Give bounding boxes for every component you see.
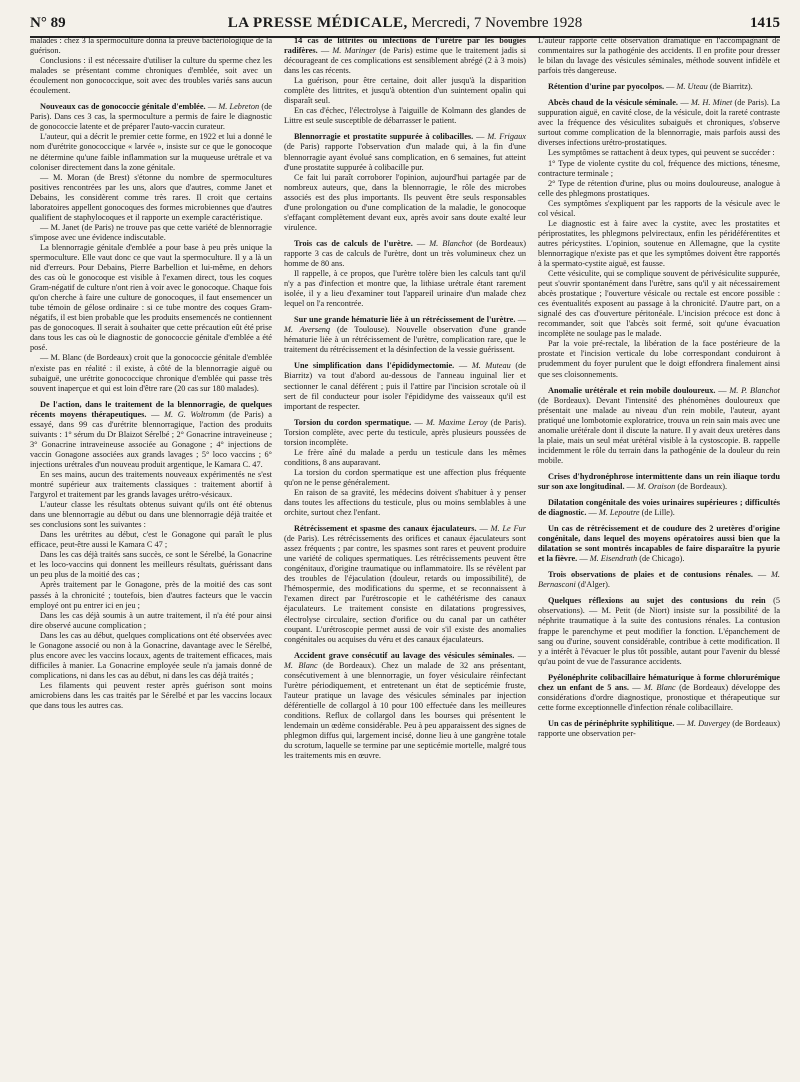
paragraph-text: Les filaments qui peuvent rester après guérison sont moins amicrobiens dans les cas traités par le Sérelbé et par les vaccins locaux que dans tous les autres cas.: [30, 680, 272, 711]
author-name: M. Oraison: [636, 481, 676, 491]
paragraph-text: (de Bordeaux) rapporte 3 cas de calculs de l'urètre, dont un très volumineux chez un homme de 80 ans.: [284, 238, 526, 268]
paragraph: [284, 173, 526, 233]
page-number-right: 1415: [750, 15, 780, 31]
abstract-heading: Trois cas de calculs de l'urètre.: [294, 238, 417, 248]
paragraph: [30, 470, 272, 500]
paragraph: [30, 243, 272, 354]
paragraph-text: (de Paris). La suppuration aiguë, en cavité close, de la vésicule, doit la rareté contraste avec la fréquence des vésiculites subaiguës et chroniques, s'observe surtout comme complication de la blennorragie, mais parfois aussi des diverses infections urétro-prostatiques.: [538, 98, 780, 148]
author-name: M. Aversenq: [284, 325, 331, 335]
paragraph-text: L'auteur rapporte cette observation dramatique en l'accompagnant de commentaires sur la pathogénie des accidents. Il en profite pour dresser le bilan du lavage des vésicules séminales, méthode souvent infidèle et parfois très dangereuse.: [538, 36, 780, 76]
paragraph: [284, 106, 526, 126]
column-2: [284, 36, 526, 1076]
paragraph-text: Dans les cas déjà traités sans succès, ce sont le Sérelbé, la Gonacrine et les loco-vaccins qui donnent les meilleurs résultats, guérissant dans un peu plus de la moitié des cas ;: [30, 550, 272, 580]
author-name: M. P. Blanchot: [729, 385, 780, 395]
paragraph-text: En raison de sa gravité, les médecins doivent s'habituer à y penser dans toutes les affections du testicule, plus ou moins semblables à une orchite, surtout chez l'enfant.: [284, 487, 526, 518]
paragraph-text: (de Paris). Torsion complète, avec perte du testicule, après plusieurs poussées de torsion incomplète.: [284, 417, 526, 447]
paragraph-text: (de Paris). Dans ces 3 cas, la spermoculture a permis de faire le diagnostic de gonococcie latente et de préparer l'auto-vaccin curateur.: [30, 102, 272, 132]
article-abstract: Une simplification dans l'épididymectomie. — M. Muteau (de Biarritz) va tout d'abord au-dessous de l'anneau inguinal lier et sectionner le canal déférent ; puis il l'attire par l'incision scrotale où il sert de fil conducteur pour isoler l'épididyme des vaisseaux qu'il est important de respecter.: [284, 361, 526, 411]
article-abstract: Rétention d'urine par pyocolpos. — M. Uteau (de Biarritz).: [548, 82, 753, 92]
paragraph-text: (5 observations). — M. Petit (de Niort) insiste sur la possibilité de la néphrite traumatique à la suite des contusions rénales. La contusion frappe le parenchyme et peut modifier la fonction. L'épanchement de sang ou d'urine, souvent considérable, contribue à cette modification. Il y a intérêt à l'évacuer le plus tôt possible, autant pour l'avenir du blessé qu'au point de vue de l'assurance accidents.: [538, 596, 780, 666]
paragraph-text: Dans les cas déjà soumis à un autre traitement, il n'a été pour ainsi dire observé aucune complication ;: [30, 610, 272, 630]
paragraph: [30, 631, 272, 681]
abstract-heading: 14 cas de littrites ou infections de l'urètre par les bougies radifères.: [284, 36, 526, 56]
abstract-heading: Rétrécissement et spasme des canaux éjaculateurs.: [294, 524, 480, 534]
abstract-heading: Pyélonéphrite colibacillaire hématurique à forme chlorurémique chez un enfant de 5 ans.: [538, 672, 780, 692]
page-number-left: N° 89: [30, 15, 66, 31]
paragraph: [30, 681, 272, 711]
paragraph: [538, 36, 780, 76]
paragraph-text: (de Bordeaux) développe des considérations d'ordre diagnostique, pronostique et thérapeutique sur cette forme exceptionnelle d'infection rénale colibacillaire.: [538, 682, 780, 712]
abstract-heading: De l'action, dans le traitement de la blennorragie, de quelques récents moyens thérapeutiques.: [30, 399, 272, 419]
paragraph: [30, 530, 272, 550]
abstract-heading: Torsion du cordon spermatique.: [294, 417, 415, 427]
paragraph-text: (de Chicago).: [639, 554, 685, 564]
paragraph-text: Dans les cas au début, quelques complications ont été observées avec le Gonagone associé ou non à la Gonacrine, davantage avec le Sérelbé, plus encore avec les vaccins locaux, agents de traitement efficaces, mais difficiles à manier. La Gonacrine employée seule n'a jamais donné de complications, ni dans les cas au début, ni dans les cas déjà traités ;: [30, 630, 272, 680]
abstract-heading: Un cas de périnéphrite syphilitique.: [548, 718, 677, 728]
article-abstract: 14 cas de littrites ou infections de l'urètre par les bougies radifères. — M. Maringer (de Paris) estime que le traitement jadis si décourageant de ces complications est sensiblement abrégé (2 à 3 mois) dans les cas récents.: [284, 36, 526, 76]
paragraph: [538, 269, 780, 339]
article-abstract: Rétrécissement et spasme des canaux éjaculateurs. — M. Le Fur (de Paris). Les rétrécissements des orifices et canaux éjaculateurs sont assez fréquents ; par contre, les spasmes sont rares et peuvent produire une variété de coliques spermatiques. Les rétrécissements peuvent être congénitaux, d'origine traumatique ou inflammatoire. Ils se révèlent par des troubles de l'éjaculation (douleur, retards ou impossibilité), de l'hémospermie, des modifications du sperme, et se reconnaissent à l'examen direct par l'urétroscopie et le cathétérisme des canaux éjaculateurs. Le traitement consiste en dilatations progressives, électrolyse circulaire, section d'orifice ou du canal par un cathéter coupant. L'urétroscopie permet aussi de voir s'il existe des anomalies congénitales ou acquises du véru et des canaux éjaculateurs.: [284, 524, 526, 644]
paragraph: [30, 132, 272, 172]
paragraph: [538, 219, 780, 269]
abstract-heading: Anomalie urétérale et rein mobile douloureux.: [548, 385, 719, 395]
author-name: M. Blanc: [643, 682, 676, 692]
author-name: M. Frigaux: [487, 132, 526, 142]
author-name: M. Eisendrath: [589, 554, 638, 564]
paragraph-text: Ces symptômes s'expliquent par les rapports de la vésicule avec le col vésical.: [538, 198, 780, 218]
paragraph-text: L'auteur, qui a décrit le premier cette forme, en 1922 et lui a donné le nom d'urétrite gonococcique « larvée », insiste sur ce que le gonocoque ne détermine qu'une faible inflammation sur la muqueuse urétrale et va coloniser directement dans la zone génitale.: [30, 132, 272, 172]
author-name: M. Lepoutre: [598, 508, 640, 518]
author-name: M. Maxime Leroy: [426, 417, 488, 427]
paragraph-text: Les symptômes se rattachent à deux types, qui peuvent se succéder :: [548, 148, 775, 158]
author-name: M. Le Fur: [490, 524, 526, 534]
paragraph-text: Conclusions : il est nécessaire d'utiliser la culture du sperme chez les malades se présentant comme chroniques d'emblée, soit avec un écoulement non gonococcique, soit avec des troubles variés sans aucun écoulement.: [30, 56, 272, 96]
paragraph-text: Dans les urétrites au début, c'est le Gonagone qui paraît le plus efficace, peut-être aussi le Kamara C 47 ;: [30, 530, 272, 550]
article-abstract: Trois observations de plaies et de contusions rénales. — M. Bernasconi (d'Alger).: [538, 570, 780, 590]
paragraph: [538, 159, 780, 179]
paragraph: [30, 36, 272, 56]
paragraph-text: Le diagnostic est à faire avec la cystite, avec les prostatites et périprostatites, les phlegmons pelvirectaux, enfin les péridéférentites et autres péricystites. L'opinion, soutenue en Allemagne, que la cystite blennorragique n'existe pas et que les symptômes doivent être rapportés à la spermato-cystite aiguë, est fausse.: [538, 218, 780, 268]
paragraph-text: (de Paris) estime que le traitement jadis si décourageant de ces complications est sensiblement abrégé (2 à 3 mois) dans les cas récents.: [284, 46, 526, 76]
abstract-heading: Blennorragie et prostatite suppurée à colibacilles.: [294, 132, 477, 142]
paragraph-text: (de Paris) a essayé, dans 99 cas d'urétrite blennorragique, l'action des produits suivants : 1° sérum du Dr Blaizot Sérelbé ; 2° Gonacrine intraveineuse ; 3° Gonacrine intraveineuse associée au Gonagone ; 4° injections de vaccin Gonagone associées aux grands lavages ; 5° loco vaccins ; 6° injections urétrales d'un nouveau produit argentique, le Kamara C. 47.: [30, 409, 272, 469]
paragraph-text: Ce fait lui paraît corroborer l'opinion, aujourd'hui partagée par de nombreux auteurs, que, dans la blennorragie, le rôle des microbes associés est des plus importants. Ils peuvent être seuls responsables d'une prolongation ou d'une complication de la maladie, le gonocoque s'effaçant complètement devant eux, après avoir sans doute exalté leur virulence.: [284, 172, 526, 232]
abstract-heading: Trois observations de plaies et de contusions rénales.: [548, 570, 758, 580]
paragraph-text: La guérison, pour être certaine, doit aller jusqu'à la disparition complète des littrites, et jusqu'à obtention d'un suintement opalin qui disparaît seul.: [284, 76, 526, 106]
article-abstract: Crises d'hydronéphrose intermittente dans un rein iliaque tordu sur son axe longitudinal. — M. Oraison (de Bordeaux).: [538, 471, 780, 491]
paragraph-text: La torsion du cordon spermatique est une affection plus fréquente qu'on ne le pense généralement.: [284, 467, 526, 487]
column-3: [538, 36, 780, 1076]
author-name: M. H. Minet: [691, 98, 733, 108]
page-header: [30, 6, 780, 38]
article-abstract: Un cas de rétrécissement et de coudure des 2 uretères d'origine congénitale, dans lequel des moyens opératoires aussi bien que la dilatation se sont montrés incapables de faire disparaître la pyurie et la fièvre. — M. Eisendrath (de Chicago).: [538, 524, 780, 564]
article-abstract: Abcès chaud de la vésicule séminale. — M. H. Minet (de Paris). La suppuration aiguë, en cavité close, de la vésicule, doit la rareté contraste avec la fréquence des vésiculites subaiguës et chroniques, s'observe surtout comme complication de la blennorragie, mais parfois aussi des diverses infections urétro-prostatiques.: [538, 98, 780, 148]
paragraph: [30, 611, 272, 631]
article-abstract: Pyélonéphrite colibacillaire hématurique à forme chlorurémique chez un enfant de 5 ans. — M. Blanc (de Bordeaux) développe des considérations d'ordre diagnostique, pronostique et thérapeutique sur cette forme exceptionnelle d'infection rénale colibacillaire.: [538, 672, 780, 712]
paragraph-text: (de Biarritz).: [709, 82, 753, 92]
paragraph: [284, 76, 526, 106]
paragraph-text: (d'Alger).: [577, 580, 611, 590]
paragraph: [30, 353, 272, 393]
abstract-heading: Nouveaux cas de gonococcie génitale d'emblée.: [40, 102, 208, 112]
paragraph: [284, 488, 526, 518]
author-name: M. Blanc: [284, 660, 318, 670]
article-abstract: [538, 596, 780, 666]
paragraph-text: 1° Type de violente cystite du col, fréquence des mictions, ténesme, contracture terminale ;: [538, 158, 780, 178]
paragraph: [30, 173, 272, 223]
paragraph: [30, 500, 272, 530]
abstract-heading: Accident grave consécutif au lavage des vésicules séminales.: [294, 650, 518, 660]
article-abstract: Un cas de périnéphrite syphilitique. — M. Duvergey (de Bordeaux) rapporte une observation per-: [538, 718, 780, 738]
author-name: M. Muteau: [471, 361, 511, 371]
paragraph-text: (de Paris). Les rétrécissements des orifices et canaux éjaculateurs sont assez fréquents ; par contre, les spasmes sont rares et peuvent produire une variété de coliques spermatiques. Les rétrécissements peuvent être congénitaux, d'origine traumatique ou inflammatoire. Ils se révèlent par des troubles de l'éjaculation (douleur, retards ou impossibilité), de l'hémospermie, des modifications du sperme, et se reconnaissent à l'examen direct par l'urétroscopie et le cathétérisme des canaux éjaculateurs. Le traitement consiste en dilatations progressives, électrolyse circulaire, section d'orifice ou du canal par un cathéter coupant. L'urétroscopie permet aussi de voir s'il existe des anomalies congénitales ou acquises du véru et des canaux éjaculateurs.: [284, 534, 526, 644]
paragraph-text: (de Lille).: [641, 508, 675, 518]
paragraph-text: (de Toulouse). Nouvelle observation d'une grande hématurie liée à un rétrécissement de l'urètre, complication rare, que le traitement du rétrécissement et la désinfection de la vessie guérissent.: [284, 325, 526, 355]
paragraph-text: (de Bordeaux) rapporte une observation per-: [538, 718, 780, 738]
paragraph-text: (de Paris) rapporte l'observation d'un malade qui, à la fin d'une blennorragie ayant évolué sans complication, en 6 semaines, fut atteint d'une prostatite suppurée à colibacille pur.: [284, 142, 526, 172]
abstract-heading: Un cas de rétrécissement et de coudure des 2 uretères d'origine congénitale, dans lequel des moyens opératoires aussi bien que la dilatation se sont montrés incapables de faire disparaître la pyurie et la fièvre.: [538, 524, 780, 564]
paragraph-text: (de Bordeaux).: [677, 481, 728, 491]
article-abstract: Dilatation congénitale des voies urinaires supérieures ; difficultés de diagnostic. — M. Lepoutre (de Lille).: [538, 498, 780, 518]
author-name: M. Lebreton: [218, 102, 260, 112]
author-name: M. G. Woltromm: [164, 409, 225, 419]
paragraph: [284, 468, 526, 488]
paragraph-text: En cas d'échec, l'électrolyse à l'aiguille de Kolmann des glandes de Littre est seule susceptible de débarrasser le patient.: [284, 106, 526, 126]
journal-masthead: [120, 15, 690, 32]
article-abstract: Blennorragie et prostatite suppurée à colibacilles. — M. Frigaux (de Paris) rapporte l'observation d'un malade qui, à la fin d'une blennorragie ayant évolué sans complication, en 6 semaines, fut atteint d'une prostatite suppurée à colibacille pur.: [284, 132, 526, 172]
abstract-heading: Quelques réflexions au sujet des contusions du rein: [548, 596, 774, 606]
author-name: M. Duvergey: [687, 718, 731, 728]
article-abstract: Sur une grande hématurie liée à un rétrécissement de l'urètre. — M. Aversenq (de Toulouse). Nouvelle observation d'une grande hématurie liée à un rétrécissement de l'urètre, complication rare, que le traitement du rétrécissement et la désinfection de la vessie guérissent.: [284, 315, 526, 355]
paragraph-text: Après traitement par le Gonagone, près de la moitié des cas sont passés à la chronicité ; toutefois, bien d'autres facteurs que le vaccin employé ont pu entrer ici en jeu ;: [30, 580, 272, 610]
paragraph-text: Le frère aîné du malade a perdu un testicule dans les mêmes conditions, 8 ans auparavant.: [284, 447, 526, 467]
author-name: M. Maringer: [332, 46, 377, 56]
article-abstract: Trois cas de calculs de l'urètre. — M. Blanchot (de Bordeaux) rapporte 3 cas de calculs de l'urètre, dont un très volumineux chez un homme de 80 ans.: [284, 238, 526, 268]
issue-date: Mercredi, 7 Novembre 1928: [411, 15, 583, 31]
paragraph: [30, 56, 272, 96]
paragraph-text: — M. Blanc (de Bordeaux) croit que la gonococcie génitale d'emblée n'existe pas en réalité : il existe, à côté de la blennorragie aiguë ou subaiguë, une urétrite gonococcique chronique d'emblée qui passe très souvent inaperçue et qui est loin d'être rare (20 cas sur 180 malades).: [30, 353, 272, 393]
paragraph-text: (de Bordeaux). Devant l'intensité des phénomènes douloureux que présentait une malade au niveau d'un rein mobile, l'auteur, ayant pratiqué une lombotomie exploratrice, trouva un rein sain mais avec une anomalie urétérale dont il discute la nature. Il y avait deux uretères dans la plaie, mais un seul méat urétéral visible à la cystoscopie. B. rappelle incidemment le rôle du terrain dans la pathogénie de la douleur du rein mobile.: [538, 395, 780, 465]
paragraph: [538, 339, 780, 379]
article-abstract: De l'action, dans le traitement de la blennorragie, de quelques récents moyens thérapeutiques. — M. G. Woltromm (de Paris) a essayé, dans 99 cas d'urétrite blennorragique, l'action des produits suivants : 1° sérum du Dr Blaizot Sérelbé ; 2° Gonacrine intraveineuse ; 3° Gonacrine intraveineuse associée au Gonagone ; 4° injections de vaccin Gonagone associées aux grands lavages ; 5° loco vaccins ; 6° injections urétrales d'un nouveau produit argentique, le Kamara C. 47.: [30, 399, 272, 469]
abstract-heading: Rétention d'urine par pyocolpos.: [548, 82, 667, 92]
paragraph-text: (de Bordeaux). Chez un malade de 32 ans présentant, consécutivement à une blennorragie, un foyer vésiculaire réinfectant l'urètre périodiquement, et entretenant un état de septicémie fruste, l'auteur pratique un lavage des vésicules séminales par injection déférentielle de collargol à 10 pour 100 effectuée dans les meilleures conditions. Reflux de collargol dans les bourses qui présentent le lendemain un œdème considérable. Peu à peu apparaissent des signes de phlegmon diffus qui, largement incisé, donne lieu à une gangrène totale du scrotum, laquelle se termine par une septicémie mortelle, malgré tous les traitements mis en œuvre.: [284, 660, 526, 761]
article-abstract: Nouveaux cas de gonococcie génitale d'emblée. — M. Lebreton (de Paris). Dans ces 3 cas, la spermoculture a permis de faire le diagnostic de gonococcie latente et de préparer l'auto-vaccin curateur.: [30, 102, 272, 132]
article-abstract: Torsion du cordon spermatique. — M. Maxime Leroy (de Paris). Torsion complète, avec perte du testicule, après plusieurs poussées de torsion incomplète.: [284, 417, 526, 447]
paragraph-text: — M. Janet (de Paris) ne trouve pas que cette variété de blennorragie s'impose avec une évidence indiscutable.: [30, 222, 272, 242]
paragraph-text: malades : chez 3 la spermoculture donna la preuve bactériologique de la guérison.: [30, 36, 272, 56]
paragraph: [30, 223, 272, 243]
paragraph-text: Il rappelle, à ce propos, que l'urètre tolère bien les calculs tant qu'il n'y a pas d'infection et montre que, la lithiase urétrale étant rarement isolée, il y a lieu d'examiner tout l'appareil urinaire d'un malade chez lequel on l'a rencontrée.: [284, 269, 526, 309]
article-abstract: Accident grave consécutif au lavage des vésicules séminales. — M. Blanc (de Bordeaux). Chez un malade de 32 ans présentant, consécutivement à une blennorragie, un foyer vésiculaire réinfectant l'urètre périodiquement, et entretenant un état de septicémie fruste, l'auteur pratique un lavage des vésicules séminales par injection déférentielle de collargol à 10 pour 100 effectuée dans les meilleures conditions. Reflux de collargol dans les bourses qui présentent le lendemain un œdème considérable. Peu à peu apparaissent des signes de phlegmon diffus qui, largement incisé, donne lieu à une gangrène totale du scrotum, laquelle se termine par une septicémie mortelle, malgré tous les traitements mis en œuvre.: [284, 650, 526, 761]
author-name: M. Blanchot: [429, 238, 473, 248]
paragraph: [30, 550, 272, 580]
column-1: [30, 36, 272, 1076]
abstract-heading: Crises d'hydronéphrose intermittente dans un rein iliaque tordu sur son axe longitudinal.: [538, 471, 780, 491]
article-columns: [30, 36, 780, 1076]
paragraph: [30, 580, 272, 610]
journal-title: LA PRESSE MÉDICALE,: [227, 15, 408, 31]
abstract-heading: Une simplification dans l'épididymectomie.: [294, 361, 459, 371]
article-abstract: Anomalie urétérale et rein mobile douloureux. — M. P. Blanchot (de Bordeaux). Devant l'intensité des phénomènes douloureux que présentait une malade au niveau d'un rein mobile, l'auteur, ayant pratiqué une lombotomie exploratrice, trouva un rein sain mais avec une anomalie urétérale dont il discute la nature. Il y avait deux uretères dans la plaie, mais un seul méat urétéral visible à la cystoscopie. B. rappelle incidemment le rôle du terrain dans la pathogénie de la douleur du rein mobile.: [538, 385, 780, 465]
paragraph: [538, 148, 780, 158]
abstract-heading: Sur une grande hématurie liée à un rétrécissement de l'urètre.: [294, 315, 518, 325]
paragraph-text: — M. Moran (de Brest) s'étonne du nombre de spermocultures positives rencontrées par les uns, alors que d'autres, comme Janet et Debains, les considèrent comme très rares. Il croit que certains laboratoires appellent gonocoques des formes microbiennes que d'autres qualifient de staphylocoques et il rapporte un exemple caractéristique.: [30, 172, 272, 222]
paragraph-text: La blennorragie génitale d'emblée a pour base à peu près unique la spermoculture. Elle vaut donc ce que vaut la spermoculture. Il y a là un nid d'erreurs. Pour Debains, Pierre Barbellion et lui-même, en dehors des cas où le gonocoque est visible à l'examen direct, tous les coques Gram-négatif de culture n'ont rien à voir avec le gonocoque. Chaque fois qu'on cherche à faire une culture de gonocoques, il faut ensemencer un tube témoin de gélose ordinaire : si ce tube montre des coques Gram-négatifs, il est bien probable que les produits ensemencés ne contiennent pas de gonocoques. Il serait à souhaiter que cette précaution eût été prise dans tous les cas où le diagnostic de gonococcie génitale d'emblée a été posé.: [30, 242, 272, 353]
paragraph: [538, 199, 780, 219]
paragraph-text: (de Biarritz) va tout d'abord au-dessous de l'anneau inguinal lier et sectionner le canal déférent ; puis il l'attire par l'incision scrotale où il sert de fil conducteur pour isoler l'épididyme des vaisseaux qu'il est important de respecter.: [284, 361, 526, 411]
author-name: M. Uteau: [676, 82, 708, 92]
author-name: M. Bernasconi: [538, 570, 780, 590]
abstract-heading: Abcès chaud de la vésicule séminale.: [548, 98, 681, 108]
paragraph-text: 2° Type de rétention d'urine, plus ou moins douloureuse, analogue à celle des phlegmons prostatiques.: [538, 178, 780, 198]
paragraph-text: L'auteur classe les résultats obtenus suivant qu'ils ont été obtenus dans une blennorragie au début ou dans une blennorragie déjà traitée et ses conclusions sont les suivantes :: [30, 500, 272, 530]
paragraph: [284, 269, 526, 309]
paragraph: [284, 448, 526, 468]
paragraph-text: En ses mains, aucun des traitements nouveaux expérimentés ne s'est montré supérieur aux traitements classiques : traitement abortif à l'argyrol et traitement par les grands lavages urétro-vésicaux.: [30, 469, 272, 500]
paragraph-text: Par la voie pré-rectale, la libération de la face postérieure de la prostate et l'incision verticale du lobe correspondant conduiront à prudemment du foyer purulent que le doigt effondrera finalement ainsi que ses cloisonnements.: [538, 339, 780, 379]
paragraph-text: Cette vésiculite, qui se complique souvent de périvésiculite suppurée, peut s'ouvrir spontanément dans l'urètre, sans qu'il y ait nécessairement abcès prostatique ; l'ouverture vésicale ou rectale est encore possible : ces éventualités exposent au passage à la chronicité. D'autre part, on a signalé des cas d'ouverture péritonéale. L'incision précoce est donc à recommander, soit que l'abcès soit fermé, soit qu'une évacuation incomplète ne soulage pas le malade.: [538, 269, 780, 339]
paragraph: [538, 179, 780, 199]
abstract-heading: Dilatation congénitale des voies urinaires supérieures ; difficultés de diagnostic.: [538, 498, 780, 518]
